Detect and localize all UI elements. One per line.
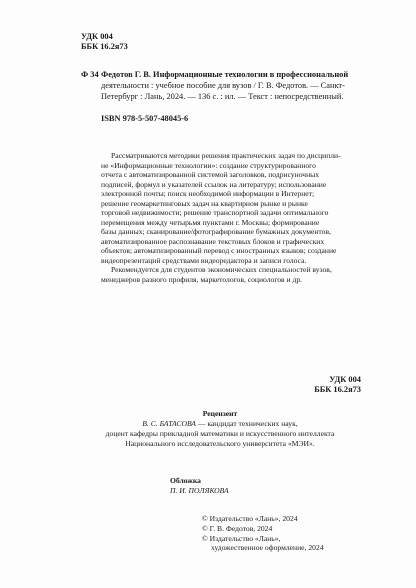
bbk-code: ББК 16.2я73 — [81, 42, 128, 51]
reviewer-position: доцент кафедры прикладной математики и искусственного интеллекта — [105, 429, 335, 438]
annotation-line: видеопрезентаций средствами видеоредактора и записи голоса. — [101, 255, 307, 265]
bibliographic-description — [101, 70, 361, 102]
annotation-line: отчета с автоматизированной системой заголовков, подрисуночных — [101, 170, 320, 179]
annotation-line: менеджеров разного профиля, маркетологов, социологов и др. — [101, 274, 303, 284]
cover-heading: Обложка — [170, 476, 201, 485]
annotation-line: перемещения между четырьмя пунктами г. Москвы; формирование — [101, 217, 320, 227]
bibliographic-line: Федотов Г. В. Информационные технологии в профессиональной — [101, 70, 349, 79]
reviewer-name: В. С. БАТАСОВА — [142, 419, 196, 428]
copyright-line: © Издательство «Лань», 2024 — [202, 514, 298, 523]
annotation-line: решение геомаркетинговых задач на квартирном рынке и рынке — [101, 198, 308, 208]
annotation-line: электронной почты; поиск необходимой информации в Интернет; — [101, 189, 315, 198]
annotation — [101, 151, 364, 284]
copyright-line: © Издательство «Лань», — [202, 533, 281, 543]
annotation-line: базы данных; сканирование/фотографирование бумажных документов, — [101, 227, 331, 236]
bbk-code: ББК 16.2я73 — [314, 385, 361, 394]
bibliographic-line: Петербург : Лань, 2024. — 136 с. : ил. — Текст : непосредственный. — [101, 91, 344, 101]
classification-codes-bottom — [314, 375, 361, 395]
annotation-line: автоматизированное распознавание текстовых блоков и графических — [101, 236, 325, 246]
reviewer-degree: — кандидат технических наук, — [195, 419, 298, 428]
author-mark: Ф 34 — [81, 70, 99, 79]
cover-designer: П. И. ПОЛЯКОВА — [170, 486, 229, 495]
reviewer-affiliation: Национального исследовательского университета «МЭИ». — [125, 439, 315, 448]
annotation-line: торговой недвижимости; решение транспортной задачи оптимального — [101, 208, 329, 217]
copyright-block — [202, 514, 324, 553]
cover-credit — [170, 476, 229, 496]
reviewer-line — [60, 419, 380, 429]
copyright-line: © Г. В. Федотов, 2024 — [202, 523, 273, 533]
annotation-line: Рассматриваются методики решения практических задач по дисципли- — [111, 151, 341, 160]
reviewer-heading: Рецензент — [202, 409, 238, 418]
udk-code: УДК 004 — [329, 375, 361, 384]
annotation-line: Рекомендуется для студентов экономических специальностей вузов, — [111, 265, 332, 274]
catalog-entry — [81, 70, 361, 102]
annotation-line: объектов; автоматизированный перевод с иностранных языков; создание — [101, 246, 337, 255]
bibliographic-line: деятельности : учебное пособие для вузов / Г. В. Федотов. — Санкт- — [101, 80, 345, 90]
reviewer-block — [60, 409, 380, 449]
copyright-line: художественное оформление, 2024 — [211, 543, 324, 553]
annotation-line: не «Информационные технологии»: создание структурированного — [101, 160, 316, 170]
udk-code: УДК 004 — [81, 32, 113, 41]
isbn: ISBN 978-5-507-48045-6 — [101, 114, 189, 123]
annotation-line: подписей, формул и указателей ссылок на литературу; использование — [101, 179, 327, 189]
classification-codes-top — [81, 32, 128, 52]
